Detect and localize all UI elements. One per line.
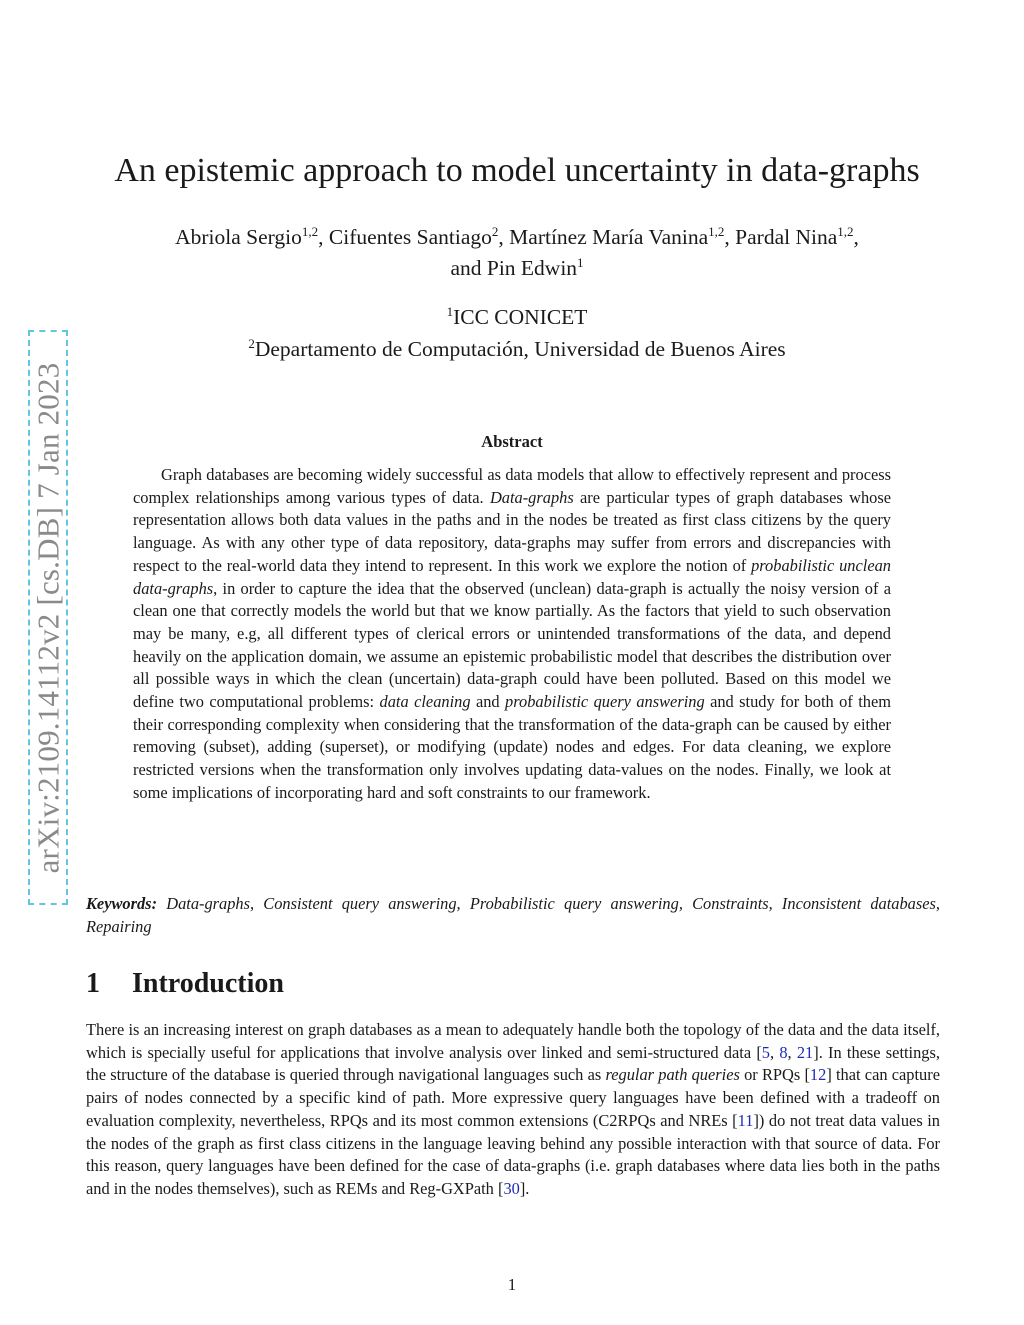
keywords: [86, 892, 940, 938]
author-name: Abriola Sergio: [175, 225, 302, 249]
section-heading: [86, 968, 284, 1000]
keywords-label: Keywords:: [86, 894, 158, 913]
citation-link[interactable]: 8: [779, 1042, 788, 1062]
keywords-list: Data-graphs, Consistent query answering, Probabilistic query answering, Constraints, Inconsistent databases, Repairing: [86, 894, 940, 936]
author-affil-mark: 2: [491, 223, 499, 239]
citation-link[interactable]: 5: [761, 1042, 770, 1062]
page-number: 1: [507, 1275, 517, 1294]
section-title: Introduction: [132, 968, 284, 999]
abstract-heading: Abstract: [481, 432, 543, 451]
author-name: Pardal Nina: [735, 225, 838, 249]
author-affil-mark: 1,2: [837, 223, 854, 239]
emphasis: data cleaning: [379, 692, 471, 712]
emphasis: Data-graphs: [489, 487, 574, 507]
author-list: Abriola Sergio$^{1,2}$, Cifuentes Santiago$^2$, Martínez María Vanina$^{1,2}$, Pardal Nina$^{1,2}$, and Pin Edwin$^1$: [175, 223, 859, 280]
author-affil-mark: 1: [577, 254, 584, 270]
author-name: Martínez María Vanina: [509, 225, 709, 249]
emphasis: probabilistic unclean data-graphs: [133, 555, 891, 598]
paper-title: An epistemic approach to model uncertainty in data-graphs: [114, 152, 920, 189]
introduction-text: There is an increasing interest on graph databases as a mean to adequately handle both the topology of the data and the data itself, which is specially useful for applications that involve analysis over linked and semi-structured data [5, 8, 21]. In these settings, the structure of the database is queried through navigational languages such as regular path queries or RPQs [12] that can capture pairs of nodes connected by a specific kind of path. More expressive query languages have been defined with a tradeoff on evaluation complexity, nevertheless, RPQs and its most common extensions (C2RPQs and NREs [11]) do not treat data values in the nodes of the graph as first class citizens in the language leaving behind any possible interaction with that source of data. For this reason, query languages have been defined for the case of data-graphs (i.e. graph databases where data lies both in the paths and in the nodes themselves), such as REMs and Reg-GXPath [30].: [86, 1020, 940, 1198]
author-affil-mark: 1,2: [301, 223, 319, 239]
abstract-text: Graph databases are becoming widely successful as data models that allow to effectively represent and process complex relationships among various types of data. Data-graphs are particular types of graph databases whose representation allows both data values in the paths and in the nodes be treated as first class citizens by the query language. As with any other type of data repository, data-graphs may suffer from errors and discrepancies with respect to the real-world data they intend to represent. In this work we explore the notion of probabilistic unclean data-graphs, in order to capture the idea that the observed (unclean) data-graph is actually the noisy version of a clean one that correctly models the world but that we know partially. As the factors that yield to such observation may be many, e.g, all different types of clerical errors or unintended transformations of the data, and depend heavily on the application domain, we assume an epistemic probabilistic model that describes the distribution over all possible ways in which the clean (uncertain) data-graph could have been polluted. Based on this model we define two computational problems: data cleaning and probabilistic query answering and study for both of them their corresponding complexity when considering that the transformation of the data-graph can be caused by either removing (subset), adding (superset), or modifying (update) nodes and edges. For data cleaning, we explore restricted versions when the transformation only involves updating data-values on the nodes. Finally, we look at some implications of incorporating hard and soft constraints to our framework.: [133, 465, 892, 802]
author-name: Cifuentes Santiago: [328, 225, 492, 249]
citation-link[interactable]: 21: [796, 1042, 814, 1062]
arxiv-identifier: arXiv:2109.14112v2 [cs.DB] 7 Jan 2023: [30, 362, 65, 873]
citation-link[interactable]: 11: [737, 1110, 754, 1130]
citation-link[interactable]: 30: [503, 1178, 520, 1198]
section-number: 1: [86, 968, 100, 999]
author-name: and Pin Edwin: [450, 256, 578, 280]
citation-link[interactable]: 12: [809, 1065, 827, 1085]
emphasis: probabilistic query answering: [505, 692, 705, 712]
affiliation-list: [80, 301, 954, 365]
emphasis: regular path queries: [605, 1065, 740, 1085]
author-affil-mark: 1,2: [708, 223, 725, 239]
affiliation: $^1$ICC CONICET: [446, 303, 588, 329]
arxiv-stamp: [28, 330, 68, 905]
affiliation: $^2$Departamento de Computación, Universidad de Buenos Aires: [248, 335, 786, 361]
